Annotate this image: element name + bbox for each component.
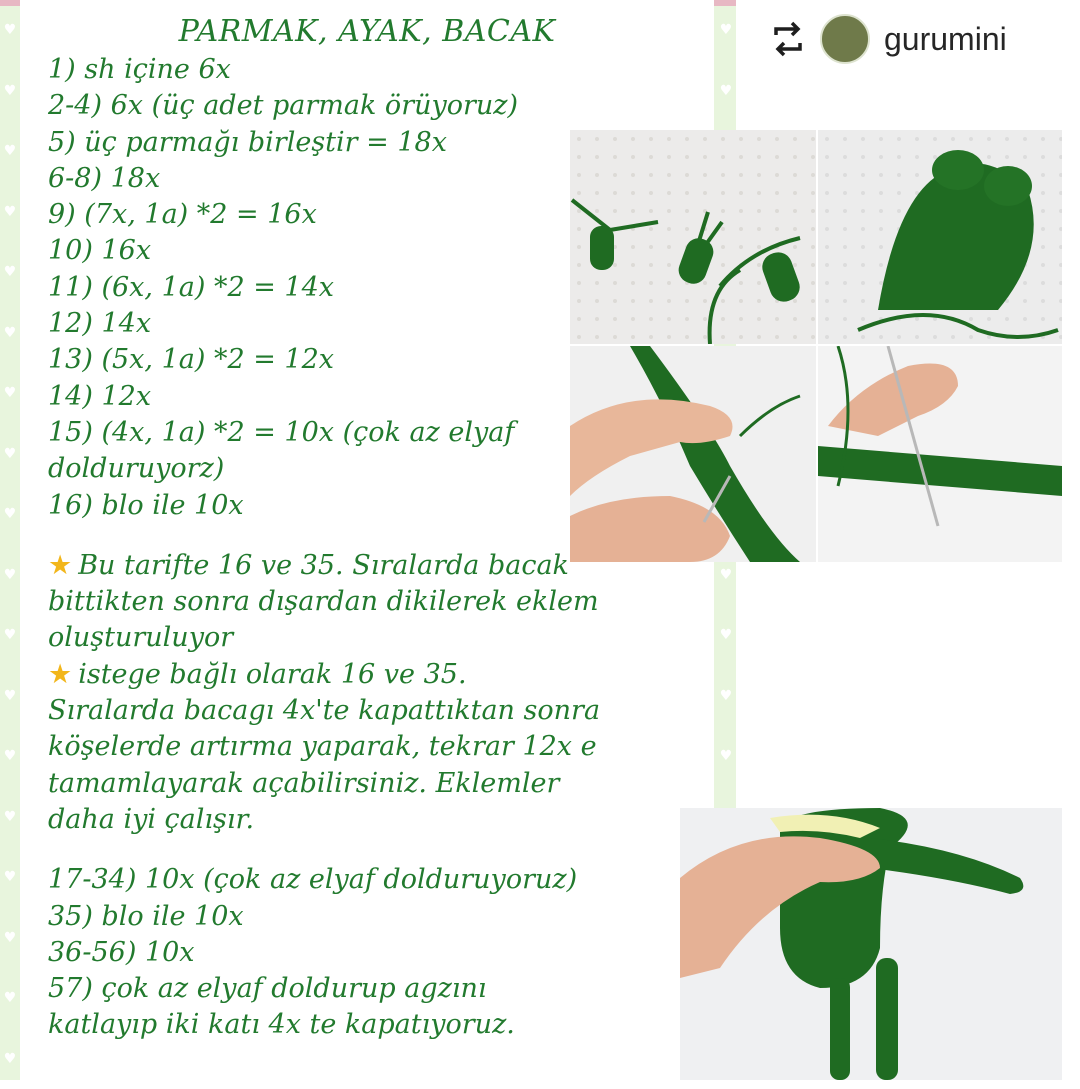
spacer (48, 838, 728, 862)
avatar[interactable] (820, 14, 870, 64)
heart-border-right: ♥ ♥ ♥ ♥ ♥ ♥ (719, 22, 733, 764)
instruction-line: 14) 12x (48, 380, 152, 412)
instruction-line: dolduruyorz) (48, 453, 225, 485)
instruction-line: 16) blo ile 10x (48, 489, 244, 521)
photo-toes (570, 130, 816, 344)
photo-finished-body (680, 808, 1062, 1080)
star-icon: ★ (48, 549, 73, 581)
pattern-title: PARMAK, AYAK, BACAK (178, 14, 556, 49)
repost-header (770, 16, 1070, 62)
instruction-line: 11) (6x, 1a) *2 = 14x (48, 271, 335, 303)
instruction-line: 15) (4x, 1a) *2 = 10x (çok az elyaf (48, 416, 515, 448)
instruction-line: 1) sh içine 6x (48, 54, 231, 85)
note-line: Sıralarda bacagı 4x'te kapattıktan sonra (48, 695, 601, 727)
instruction-line: 35) blo ile 10x (48, 900, 244, 932)
instruction-line: 2-4) 6x (üç adet parmak örüyoruz) (48, 90, 519, 122)
instruction-line: 10) 16x (48, 235, 152, 267)
note-line: oluşturuluyor (48, 622, 234, 654)
instruction-line: 36-56) 10x (48, 936, 195, 968)
instruction-line: katlayıp iki katı 4x te kapatıyoruz. (48, 1009, 515, 1041)
note-line: tamamlayarak açabilirsiniz. Eklemler (48, 767, 560, 799)
instruction-line: 12) 14x (48, 308, 152, 340)
instruction-line: 6-8) 18x (48, 162, 161, 194)
photo-sewing-leg (818, 346, 1062, 562)
photo-joined-toes (818, 130, 1062, 344)
instruction-line: 17-34) 10x (çok az elyaf dolduruyoruz) (48, 864, 578, 896)
note-line: bittikten sonra dışardan dikilerek eklem (48, 586, 599, 618)
note-line: daha iyi çalışır. (48, 803, 255, 835)
photo-leg-needle (570, 346, 816, 562)
note-line: ★ istege bağlı olarak 16 ve 35. (48, 658, 467, 690)
star-icon: ★ (48, 658, 73, 690)
note-line: köşelerde artırma yaparak, tekrar 12x e (48, 731, 597, 763)
note-line: ★ Bu tarifte 16 ve 35. Sıralarda bacak (48, 549, 569, 581)
repost-icon[interactable] (770, 21, 806, 57)
username[interactable]: gurumini (884, 20, 1007, 57)
heart-border-left: ♥ ♥ ♥ ♥ ♥ ♥ ♥ ♥ ♥ ♥ ♥ ♥ ♥ ♥ ♥ ♥ ♥ ♥ (3, 22, 17, 1067)
instruction-line: 13) (5x, 1a) *2 = 12x (48, 344, 335, 376)
instruction-line: 5) üç parmağı birleştir = 18x (48, 126, 447, 158)
instruction-line: 9) (7x, 1a) *2 = 16x (48, 199, 317, 231)
instruction-line: 57) çok az elyaf doldurup agzını (48, 973, 487, 1005)
